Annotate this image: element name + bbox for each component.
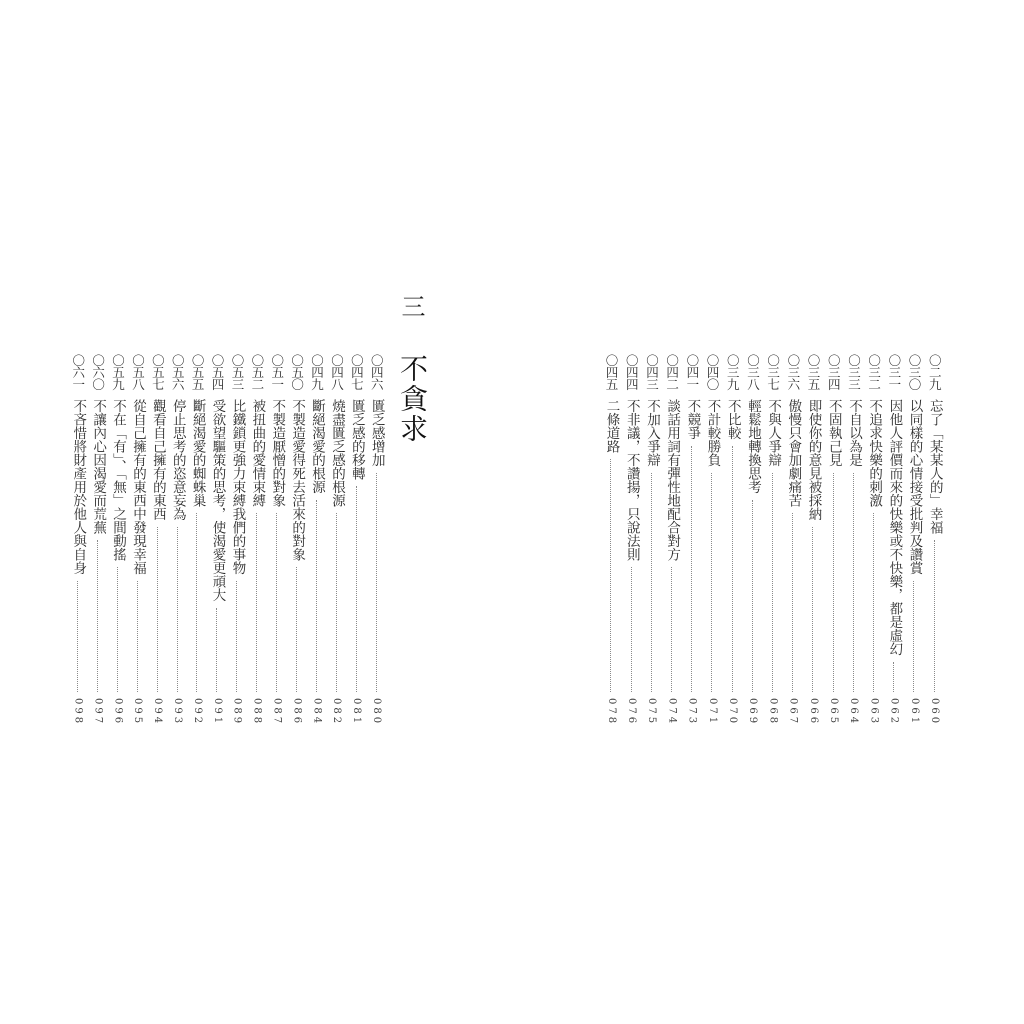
entry-number: 〇三五 (806, 354, 822, 390)
entry-number: 〇五四 (210, 354, 226, 390)
entry-title: 不加入爭辯 (643, 399, 660, 467)
entry-number: 〇四五 (604, 354, 620, 390)
entry-number: 〇三三 (846, 354, 862, 390)
dot-leader (792, 513, 793, 692)
dot-leader (97, 540, 98, 692)
dot-leader (157, 527, 158, 692)
entry-title: 以同樣的心情接受批判及讚賞 (906, 399, 923, 575)
toc-entry (327, 354, 345, 726)
dot-leader (833, 473, 834, 692)
entry-page-number: 062 (888, 697, 900, 726)
toc-entry (268, 354, 286, 726)
toc-entry (188, 354, 206, 726)
chapter-number: 三 (397, 294, 425, 318)
toc-entry (248, 354, 266, 726)
toc-entry (864, 354, 882, 726)
entry-title: 不計較勝負 (704, 399, 721, 467)
entry-page-number: 082 (331, 697, 343, 726)
entry-page-number: 067 (787, 697, 799, 726)
chapter-title: 不貪求 (396, 354, 429, 444)
entry-title: 不非議，不讚揚，只說法則 (623, 399, 640, 561)
entry-number: 〇六〇 (90, 354, 106, 390)
entry-number: 〇五三 (229, 354, 245, 390)
entry-page-number: 071 (706, 697, 718, 726)
entry-page-number: 060 (929, 697, 940, 726)
dot-leader (671, 567, 672, 692)
entry-title: 輕鬆地轉換思考 (744, 399, 761, 494)
toc-entry (602, 354, 620, 726)
toc-entry (763, 354, 781, 726)
entry-title: 不製造厭憎的對象 (269, 399, 286, 507)
entry-title: 因他人評價而來的快樂或不快樂，都是虛幻 (886, 399, 903, 656)
entry-number: 〇四六 (369, 354, 385, 390)
dot-leader (276, 513, 277, 692)
entry-title: 二條道路 (603, 399, 620, 453)
entry-number: 〇四三 (644, 354, 660, 390)
entry-number: 〇四七 (349, 354, 365, 390)
entry-number: 〇三二 (866, 354, 882, 390)
entry-number: 〇六一 (70, 354, 86, 390)
toc-entry (367, 354, 385, 726)
entry-page-number: 096 (112, 697, 124, 726)
entry-page-number: 068 (767, 697, 779, 726)
dot-leader (216, 608, 217, 692)
entry-title: 比鐵鎖更強力束縛我們的事物 (229, 399, 246, 575)
dot-leader (631, 567, 632, 692)
entry-page-number: 095 (132, 697, 144, 726)
dot-leader (336, 513, 337, 692)
dot-leader (711, 473, 712, 692)
entry-number: 〇二九 (927, 354, 943, 390)
entry-page-number: 069 (747, 697, 759, 726)
dot-leader (256, 513, 257, 692)
toc-entry (208, 354, 226, 726)
entry-page-number: 080 (371, 697, 382, 726)
entry-title: 不吝惜將財產用於他人與自身 (70, 399, 87, 575)
toc-entry (784, 354, 802, 726)
entry-title: 匱乏感增加 (368, 399, 385, 467)
entry-page-number: 075 (646, 697, 658, 726)
entry-page-number: 093 (172, 697, 183, 726)
toc-entry (128, 354, 146, 726)
toc-entry (824, 354, 842, 726)
entry-title: 不比較 (724, 399, 741, 440)
entry-number: 〇三七 (765, 354, 781, 390)
entry-page-number: 098 (72, 697, 84, 726)
toc-entry (88, 354, 106, 726)
entry-number: 〇四一 (684, 354, 700, 390)
toc-entry (347, 354, 365, 726)
toc-entry (622, 354, 640, 726)
toc-entry (662, 354, 680, 726)
entry-title: 不讓內心因渴愛而荒蕪 (90, 399, 107, 534)
entry-page-number: 081 (351, 697, 363, 726)
entry-number: 〇三一 (886, 354, 902, 390)
dot-leader (376, 473, 377, 692)
entry-number: 〇五七 (150, 354, 166, 390)
entry-number: 〇四九 (309, 354, 325, 390)
entry-page-number: 088 (251, 697, 263, 726)
dot-leader (77, 581, 78, 692)
entry-title: 觀看自己擁有的東西 (149, 399, 166, 521)
dot-leader (177, 527, 178, 692)
entry-title: 傲慢只會加劇痛苦 (785, 399, 802, 507)
toc-entry (723, 354, 741, 726)
toc-entry (228, 354, 246, 726)
entry-page-number: 070 (727, 697, 738, 726)
toc-entry (905, 354, 923, 726)
toc-entry (108, 354, 126, 726)
entry-page-number: 087 (271, 697, 283, 726)
entry-number: 〇五一 (269, 354, 285, 390)
toc-entry (168, 354, 186, 726)
dot-leader (691, 446, 692, 692)
dot-leader (356, 486, 357, 692)
toc-entry (703, 354, 721, 726)
entry-title: 不競爭 (684, 399, 701, 440)
entry-number: 〇四〇 (705, 354, 721, 390)
toc-entry (743, 354, 761, 726)
entry-title: 不追求快樂的刺激 (866, 399, 883, 507)
toc-entry (307, 354, 325, 726)
entry-title: 不自以為是 (845, 399, 862, 467)
entry-title: 停止思考的恣意妄為 (169, 399, 186, 521)
entry-page-number: 063 (868, 697, 880, 726)
dot-leader (873, 513, 874, 692)
dot-leader (812, 527, 813, 692)
toc-entry (69, 354, 87, 726)
entry-page-number: 074 (666, 697, 678, 726)
entry-title: 從自己擁有的東西中發現幸福 (129, 399, 146, 575)
entry-number: 〇三八 (745, 354, 761, 390)
dot-leader (772, 473, 773, 692)
entry-page-number: 066 (807, 697, 819, 726)
dot-leader (296, 567, 297, 692)
entry-title: 斷絕渴愛的蜘蛛巢 (189, 399, 206, 507)
entry-number: 〇四二 (664, 354, 680, 390)
dot-leader (752, 500, 753, 692)
entry-page-number: 097 (92, 697, 104, 726)
toc-entry (148, 354, 166, 726)
entry-title: 即使你的意見被採納 (805, 399, 822, 521)
entry-page-number: 073 (686, 697, 698, 726)
dot-leader (893, 662, 894, 692)
entry-page-number: 064 (848, 697, 860, 726)
dot-leader (196, 513, 197, 692)
toc-entry (683, 354, 701, 726)
entry-number: 〇三六 (785, 354, 801, 390)
entry-number: 〇五九 (110, 354, 126, 390)
entry-title: 受欲望驅策的思考，使渴愛更頑大 (209, 399, 226, 602)
toc-entry (287, 354, 305, 726)
toc-entry (804, 354, 822, 726)
entry-page-number: 065 (828, 697, 839, 726)
dot-leader (236, 581, 237, 692)
entry-page-number: 092 (191, 697, 203, 726)
toc-entry (642, 354, 660, 726)
entry-page-number: 084 (311, 697, 323, 726)
entry-number: 〇五二 (249, 354, 265, 390)
entry-title: 談話用詞有彈性地配合對方 (664, 399, 681, 561)
dot-leader (137, 581, 138, 692)
entry-number: 〇三四 (826, 354, 842, 390)
dot-leader (651, 473, 652, 692)
entry-number: 〇四八 (329, 354, 345, 390)
dot-leader (934, 540, 935, 692)
dot-leader (853, 473, 854, 692)
entry-number: 〇五〇 (289, 354, 305, 390)
entry-page-number: 076 (626, 697, 637, 726)
dot-leader (316, 500, 317, 692)
entry-page-number: 089 (231, 697, 243, 726)
entry-page-number: 061 (908, 697, 920, 726)
dot-leader (913, 581, 914, 692)
entry-title: 不在「有」、「無」之間動搖 (110, 399, 127, 561)
entry-title: 被扭曲的愛情束縛 (249, 399, 266, 507)
entry-title: 匱乏感的移轉 (348, 399, 365, 480)
toc-entry (925, 354, 943, 726)
entry-number: 〇四四 (624, 354, 640, 390)
dot-leader (732, 446, 733, 692)
entry-title: 斷絕渴愛的根源 (309, 399, 326, 494)
entry-number: 〇三〇 (907, 354, 923, 390)
entry-number: 〇五五 (190, 354, 206, 390)
entry-title: 忘了「某某人的」幸福 (926, 399, 943, 534)
entry-title: 燒盡匱乏感的根源 (328, 399, 345, 507)
entry-page-number: 086 (291, 697, 303, 726)
entry-number: 〇五八 (130, 354, 146, 390)
entry-number: 〇五六 (170, 354, 186, 390)
entry-title: 不與人爭辯 (765, 399, 782, 467)
entry-page-number: 078 (605, 697, 617, 726)
dot-leader (610, 459, 611, 692)
entry-title: 不固執己見 (825, 399, 842, 467)
entry-title: 不製造愛得死去活來的對象 (289, 399, 306, 561)
dot-leader (117, 567, 118, 692)
entry-page-number: 091 (211, 697, 223, 726)
toc-entry (885, 354, 903, 726)
entry-page-number: 094 (152, 697, 164, 726)
toc-entry (844, 354, 862, 726)
entry-number: 〇三九 (725, 354, 741, 390)
